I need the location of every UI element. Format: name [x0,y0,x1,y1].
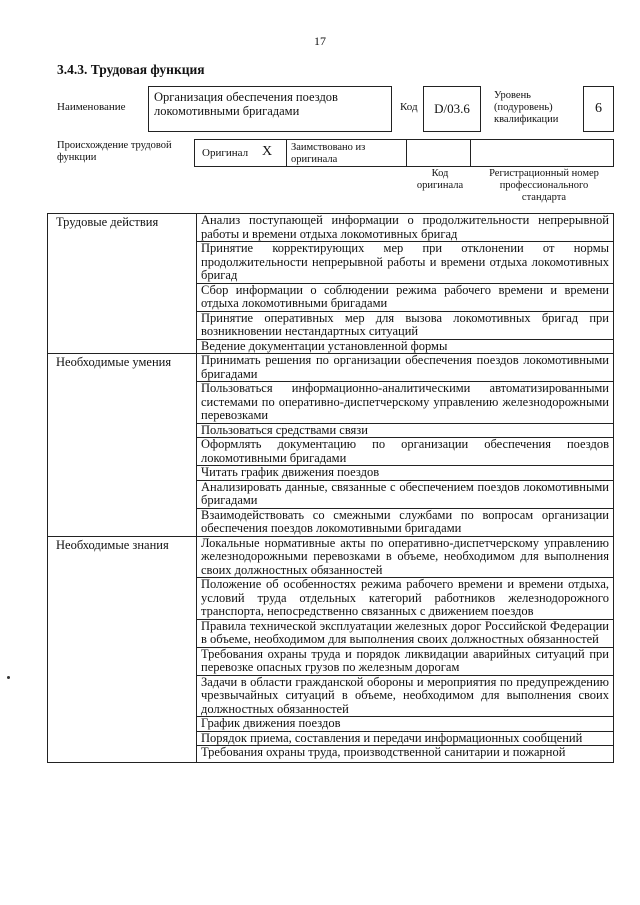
table-cell: Задачи в области гражданской обороны и мероприятия по предупреждению чрезвычайных ситуаций в объеме, необходимом для выполнения своих должностных обязанностей [197,675,614,717]
table-row [48,536,614,578]
table-row [48,354,614,382]
origin-original-cell [195,140,287,166]
table-cell-cut [197,746,614,763]
origin-label: Происхождение трудовой функции [57,140,172,163]
function-code-box: D/03.6 [423,86,481,132]
borrowed-label: Заимствовано из оригинала [291,142,366,165]
original-label: Оригинал [202,147,249,159]
registration-number-caption: Регистрационный номер профессионального стандарта [489,168,599,203]
origin-code-caption: Код оригинала [416,168,464,191]
table-cell: Читать график движения поездов [197,466,614,481]
table-cell: Положение об особенностях режима рабочего времени и времени отдыха, условий труда отдельных категорий работников железнодорожного транспорта, непосредственно связанных с движением поездов [197,578,614,620]
labor-function-table [47,213,614,763]
origin-code-cell [407,140,471,166]
origin-reg-cell [471,140,613,166]
table-cell: Правила технической эксплуатации железных дорог Российской Федерации в объеме, необходимом для выполнения своих должностных обязанностей [197,619,614,647]
table-cell: Порядок приема, составления и передачи информационных сообщений [197,731,614,746]
qualification-level-label: Уровень (подуровень) квалификации [494,90,559,125]
name-label: Наименование [57,101,126,113]
table-cell: Сбор информации о соблюдении режима рабочего времени и времени отдыха локомотивными бригадами [197,283,614,311]
section-title: Трудовые действия [48,214,197,354]
table-row [48,214,614,242]
table-cell: Принятие оперативных мер для вызова локомотивных бригад при возникновении нестандартных ситуаций [197,311,614,339]
table-cell: Анализ поступающей информации о продолжительности непрерывной работы и времени отдыха локомотивных бригад [197,214,614,242]
table-cell: График движения поездов [197,717,614,732]
table-cell: Пользоваться средствами связи [197,423,614,438]
table-cell: Принимать решения по организации обеспечения поездов локомотивными бригадами [197,354,614,382]
origin-borrowed-cell [287,140,407,166]
table-cell: Локальные нормативные акты по оперативно-диспетчерскому управлению железнодорожными перевозками в объеме, необходимом для выполнения своих должностных обязанностей [197,536,614,578]
page-number: 17 [314,34,326,48]
table-cell: Пользоваться информационно-аналитическими автоматизированными системами по оперативно-диспетчерскому управлению железнодорожными перевозками [197,382,614,424]
origin-row [194,139,614,167]
table-cell: Принятие корректирующих мер при отклонении от нормы продолжительности непрерывной работы и времени отдыха локомотивных бригад [197,242,614,284]
section-heading: 3.4.3. Трудовая функция [57,62,205,77]
cut-off-text: Требования охраны труда, производственной санитарии и пожарной [201,746,566,759]
section-title: Необходимые умения [48,354,197,537]
code-label: Код [400,101,418,113]
table-cell: Требования охраны труда и порядок ликвидации аварийных ситуаций при перевозке опасных грузов по железным дорогам [197,647,614,675]
scan-speck [7,676,10,679]
qualification-level-box: 6 [583,86,614,132]
section-title: Необходимые знания [48,536,197,763]
original-mark: X [262,144,273,159]
table-cell: Анализировать данные, связанные с обеспечением поездов локомотивными бригадами [197,480,614,508]
function-name-box: Организация обеспечения поездов локомотивными бригадами [148,86,392,132]
table-cell: Взаимодействовать со смежными службами по вопросам организации обеспечения поездов локомотивными бригадами [197,508,614,536]
table-cell: Ведение документации установленной формы [197,339,614,354]
table-cell: Оформлять документацию по организации обеспечения поездов локомотивными бригадами [197,438,614,466]
